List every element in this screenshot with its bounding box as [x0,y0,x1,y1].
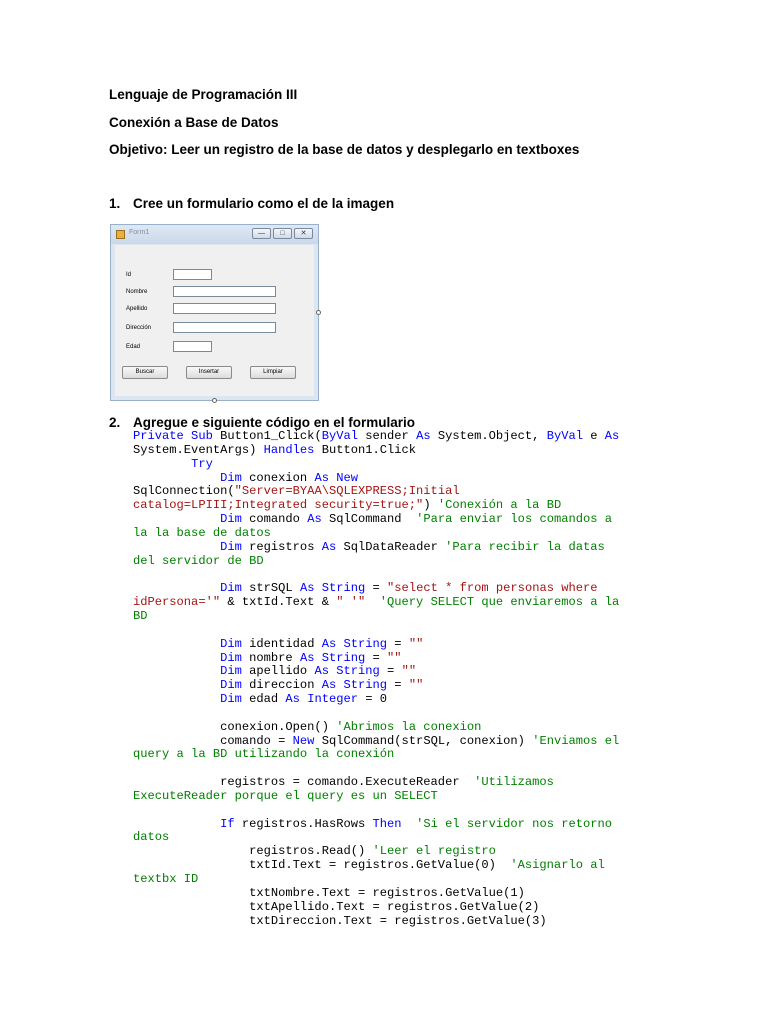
resize-handle-right[interactable] [316,310,321,315]
code-keyword: As [604,429,620,443]
code-comment: datos [133,830,170,845]
code-keyword: As String [299,650,366,665]
code-text: ) [423,498,438,513]
code-comment: 'Conexión a la BD [437,498,562,513]
code-text [133,581,220,595]
code-string: " '" [336,595,366,610]
code-keyword: Dim [220,539,242,554]
code-comment: 'Para enviar los comandos a [416,512,613,527]
code-string: "Server=BYAA\SQLEXPRESS;Initial [234,484,460,499]
label-edad: Edad [126,344,141,350]
code-keyword: New [292,733,315,748]
txt-direccion[interactable] [173,322,276,333]
form-app-icon [116,230,125,239]
txt-id[interactable] [173,269,212,280]
minimize-icon[interactable]: — [252,228,271,239]
code-keyword: As String [299,581,366,596]
code-line [133,748,673,762]
code-text: comando [241,512,308,527]
code-text: txtApellido.Text = registros.GetValue(2) [133,899,540,914]
code-comment: 'Si el servidor nos retorno [416,816,613,831]
code-keyword: Try [191,456,213,471]
code-keyword: If [220,816,235,831]
code-keyword: As [416,429,431,443]
buscar-button[interactable]: Buscar [122,366,168,379]
code-text [133,637,220,651]
code-text [133,692,220,706]
form-titlebar [111,225,318,244]
code-text [133,471,220,485]
code-text: = [365,581,388,596]
code-comment: la la base de datos [133,525,271,540]
code-block [133,430,673,928]
code-keyword: Then [372,816,402,831]
code-keyword: Handles [263,442,315,457]
code-text: SqlConnection( [133,484,235,499]
code-line [133,859,673,873]
code-string: catalog=LPIII;Integrated security=true;" [133,498,424,513]
code-string: "" [401,664,417,679]
objective-text: Objetivo: Leer un registro de la base de datos y desplegarlo en textboxes [109,142,580,157]
code-line [133,513,673,527]
code-text: edad [241,692,286,707]
txt-nombre[interactable] [173,286,276,297]
code-comment: textbx ID [133,872,199,886]
code-line [133,458,673,472]
code-line [133,804,673,818]
code-text: System.EventArgs) [133,442,264,457]
code-text: identidad [241,636,322,651]
code-comment: 'Query SELECT que enviaremos a la [379,595,620,610]
code-keyword: As [307,512,322,527]
txt-apellido[interactable] [173,303,276,314]
code-line [133,873,673,887]
code-keyword: Dim [220,470,242,485]
code-comment: del servidor de BD [133,553,264,568]
code-text [133,678,220,692]
code-keyword: As String [321,636,388,651]
code-line [133,555,673,569]
form-title: Form1 [129,229,150,236]
course-title: Lenguaje de Programación III [109,87,298,102]
close-icon[interactable]: ✕ [294,228,313,239]
code-text: nombre [241,650,300,665]
code-line [133,499,673,513]
step-2 [109,415,415,430]
code-text: = 0 [358,692,388,707]
code-line [133,887,673,901]
code-text [365,595,380,609]
code-line [133,790,673,804]
code-string: "select * from personas where [387,581,598,596]
code-line [133,444,673,458]
code-text: = [387,678,409,693]
code-line [133,638,673,652]
code-line [133,596,673,610]
code-text: direccion [241,678,322,693]
code-line [133,652,673,666]
maximize-icon[interactable]: □ [273,228,292,239]
code-string: "" [387,650,402,665]
code-line [133,845,673,859]
code-text: strSQL [241,581,300,596]
code-keyword: Dim [220,664,242,679]
code-text: registros.HasRows [234,816,373,831]
step-1-text: Cree un formulario como el de la imagen [133,196,395,211]
step-2-number: 2. [109,415,121,430]
label-nombre: Nombre [126,289,148,295]
code-line [133,624,673,638]
code-text: apellido [241,664,315,679]
code-text: = [379,664,402,679]
insertar-button[interactable]: Insertar [186,366,232,379]
code-text: registros [241,539,322,554]
step-2-text: Agregue e siguiente código en el formulario [133,415,416,430]
code-text [133,664,220,678]
code-line [133,915,673,929]
code-line [133,831,673,845]
code-comment: 'Leer el registro [372,844,496,859]
code-text: sender [358,429,417,443]
code-text [133,817,220,831]
step-1 [109,196,394,211]
code-keyword: ByVal [321,429,358,443]
code-line [133,901,673,915]
code-line [133,735,673,749]
code-text: e [583,429,605,443]
code-line [133,707,673,721]
code-line [133,818,673,832]
code-keyword: Dim [220,581,242,596]
code-comment: 'Para recibir la datas [445,539,605,554]
code-string: "" [408,636,424,651]
code-text: System.Object, [430,429,547,443]
code-line [133,485,673,499]
form-screenshot [110,224,319,401]
code-keyword: ByVal [546,429,583,443]
code-text: = [365,650,388,665]
topic-title: Conexión a Base de Datos [109,115,279,130]
code-keyword: As String [314,664,380,679]
form-client-area [115,245,314,396]
code-line [133,568,673,582]
code-keyword: Private Sub [133,429,221,443]
code-keyword: Dim [220,650,242,665]
code-keyword: Dim [220,678,242,693]
code-line [133,610,673,624]
code-comment: 'Abrimos la conexion [336,719,482,734]
code-line [133,472,673,486]
limpiar-button[interactable]: Limpiar [250,366,296,379]
code-text: txtId.Text = registros.GetValue(0) [133,858,511,873]
code-text [133,540,220,554]
code-comment: query a la BD utilizando la conexión [133,747,395,762]
code-keyword: As String [321,678,388,693]
code-line [133,665,673,679]
code-text: txtDireccion.Text = registros.GetValue(3) [133,913,547,928]
code-text: registros = comando.ExecuteReader [133,775,475,790]
code-text: conexion.Open() [133,719,337,734]
code-line [133,721,673,735]
code-text: SqlDataReader [336,539,446,554]
txt-edad[interactable] [173,341,212,352]
code-line [133,527,673,541]
code-text: SqlCommand(strSQL, conexion) [314,733,533,748]
code-comment: BD [133,608,148,623]
code-line [133,693,673,707]
code-keyword: Dim [220,636,242,651]
code-text: Button1_Click( [220,429,322,443]
code-line [133,582,673,596]
code-line [133,679,673,693]
code-comment: 'Utilizamos [474,775,554,790]
step-1-number: 1. [109,196,121,211]
code-comment: 'Asignarlo al [510,858,605,873]
code-text [133,512,220,526]
code-string: "" [408,678,424,693]
code-keyword: As New [314,470,358,485]
code-text: Button1.Click [314,442,417,457]
code-text: & txtId.Text & [220,595,337,610]
code-text: registros.Read() [133,844,373,859]
code-text: = [387,636,409,651]
code-line [133,762,673,776]
resize-handle-bottom[interactable] [212,398,217,403]
code-keyword: Dim [220,512,242,527]
code-text [402,817,417,831]
code-text [133,651,220,665]
code-line [133,776,673,790]
label-direccion: Dirección [126,325,152,331]
label-id: Id [126,272,132,278]
code-keyword: Dim [220,692,242,707]
code-text: txtNombre.Text = registros.GetValue(1) [133,885,525,900]
code-text: comando = [133,733,293,748]
code-comment: 'Enviamos el [532,733,620,748]
code-string: idPersona='" [133,595,221,610]
label-apellido: Apellido [126,306,148,312]
code-text: SqlCommand [321,512,417,527]
code-line [133,430,673,444]
code-keyword: As [321,539,337,554]
code-line [133,541,673,555]
code-text: conexion [241,470,315,485]
code-keyword: As Integer [285,692,358,707]
code-comment: ExecuteReader porque el query es un SELECT [133,788,438,803]
code-text [133,457,191,471]
